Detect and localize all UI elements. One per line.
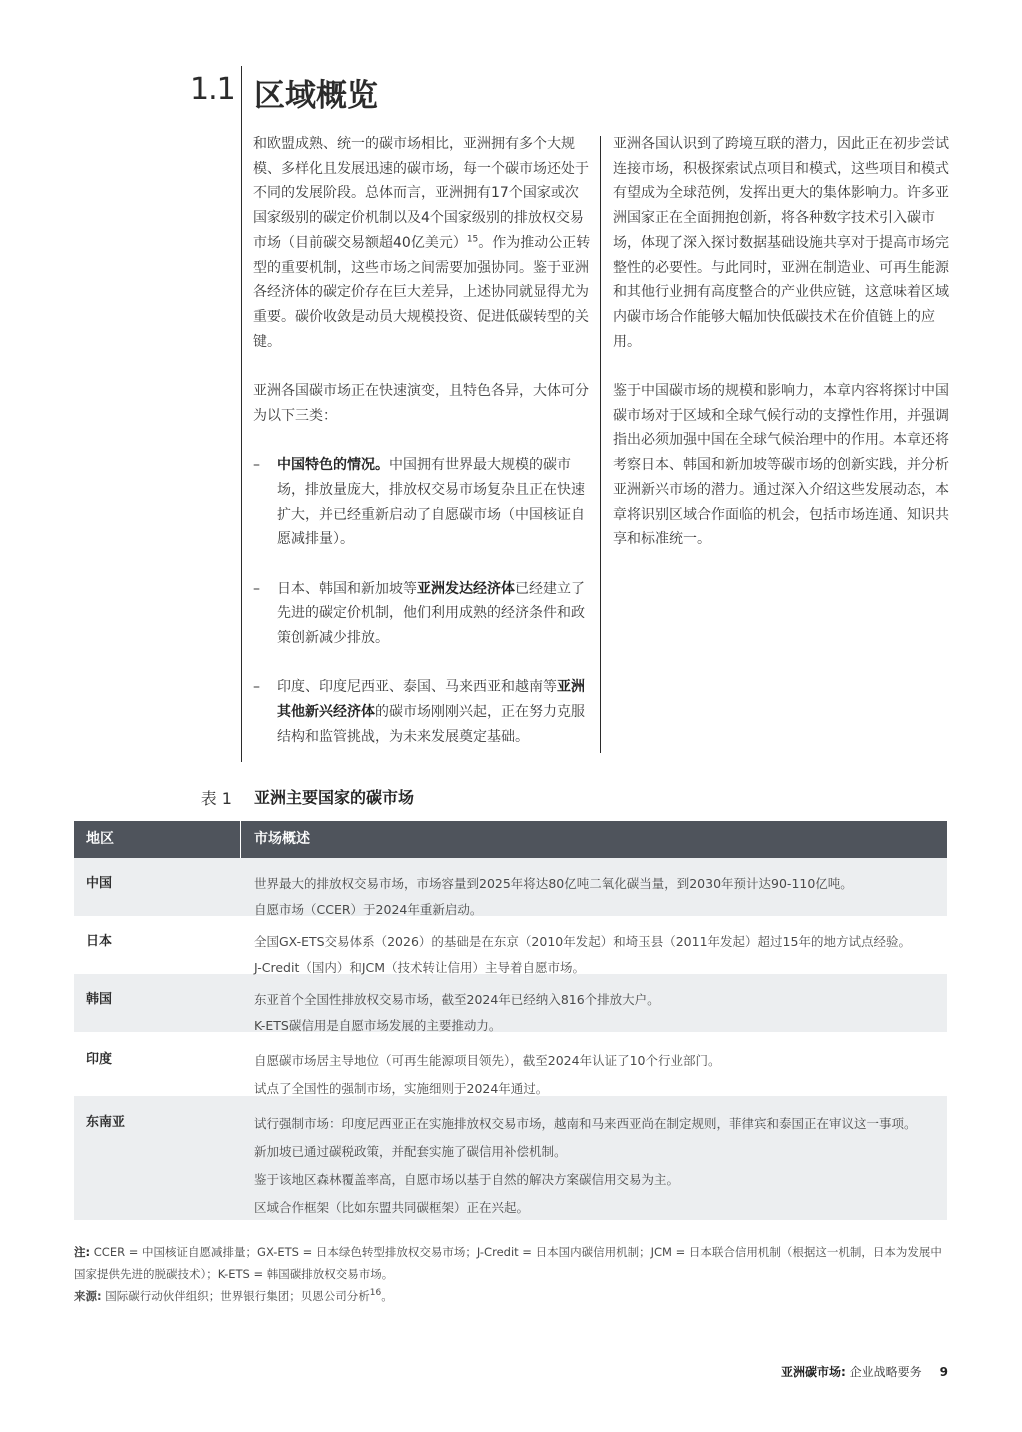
table-title: 亚洲主要国家的碳市场 <box>254 788 415 807</box>
bullet-text: 中国拥有世界最大规模的碳市场，排放量庞大，排放权交易市场复杂且正在快速扩大，并已经重新启动了自愿碳市场（中国核证自愿减排量）。 <box>277 457 585 548</box>
right-paragraph-2: 鉴于中国碳市场的规模和影响力，本章内容将探讨中国碳市场对于区域和全球气候行动的支撑性作用，并强调指出必须加强中国在全球气候治理中的作用。本章还将考察日本、韩国和新加坡等碳市场的创新实践，并分析亚洲新兴市场的潜力。通过深入介绍这些发展动态，本章将识别区域合作面临的机会，包括市场连通、知识共享和标准统一。 <box>613 383 949 548</box>
row-region: 印度 <box>86 1052 113 1067</box>
table-row <box>74 974 947 1032</box>
table-header <box>74 821 947 858</box>
bullet-emphasis: 亚洲发达经济体 <box>417 580 515 597</box>
table-row <box>74 858 947 916</box>
bullet-text: 日本、韩国和新加坡等 <box>277 580 417 597</box>
page-number: 9 <box>939 1365 948 1379</box>
header-region: 地区 <box>86 831 114 847</box>
page-footer <box>600 1363 948 1380</box>
bullet-item-developed <box>253 577 591 651</box>
row-line: 试行强制市场：印度尼西亚正在实施排放权交易市场，越南和马来西亚尚在制定规则，菲律宾和泰国正在审议这一事项。 <box>254 1116 917 1131</box>
row-line: 新加坡已通过碳税政策，并配套实施了碳信用补偿机制。 <box>254 1144 567 1159</box>
row-line: K-ETS碳信用是自愿市场发展的主要推动力。 <box>254 1018 502 1033</box>
row-line: 全国GX-ETS交易体系（2026）的基础是在东京（2010年发起）和埼玉县（2011年发起）超过15年的地方试点经验。 <box>254 934 911 949</box>
note-label: 注: <box>74 1245 91 1259</box>
left-paragraph-1-tail: 。作为推动公正转型的重要机制，这些市场之间需要加强协同。鉴于亚洲各经济体的碳定价存在巨大差异，上述协同就显得尤为重要。碳价收敛是动员大规模投资、促进低碳转型的关键。 <box>253 234 591 350</box>
row-region: 中国 <box>86 876 113 891</box>
table-row <box>74 916 947 974</box>
left-paragraph-2: 亚洲各国碳市场正在快速演变，且特色各异，大体可分为以下三类： <box>253 383 589 424</box>
row-line: 试点了全国性的强制市场，实施细则于2024年通过。 <box>254 1081 549 1096</box>
table-source <box>74 1286 950 1306</box>
bullet-text: 印度、印度尼西亚、泰国、马来西亚和越南等 <box>277 679 557 696</box>
bullet-text: 的碳市场刚刚兴起，正在努力克服结构和监管挑战，为未来发展奠定基础。 <box>277 704 585 745</box>
note-text: CCER = 中国核证自愿减排量；GX-ETS = 日本绿色转型排放权交易市场；J-Credit = 日本国内碳信用机制；JCM = 日本联合信用机制（根据这一机制，日本为发展中国家提供先进的脱碳技术）；K-ETS = 韩国碳排放权交易市场。 <box>74 1245 942 1281</box>
source-label: 来源: <box>74 1289 102 1303</box>
left-paragraph-1-text: 和欧盟成熟、统一的碳市场相比，亚洲拥有多个大规模、多样化且发展迅速的碳市场，每一个碳市场还处于不同的发展阶段。总体而言，亚洲拥有17个国家或次国家级别的碳定价机制以及4个国家级别的排放权交易市场（目前碳交易额超40亿美元） <box>253 136 589 251</box>
section-title: 区域概览 <box>254 78 378 114</box>
row-line: 自愿碳市场居主导地位（可再生能源项目领先），截至2024年认证了10个行业部门。 <box>254 1053 721 1068</box>
table-row <box>74 1096 947 1220</box>
row-region: 韩国 <box>86 992 113 1007</box>
right-column <box>613 132 949 552</box>
bullet-dash: – <box>253 580 260 597</box>
bullet-item-emerging <box>253 675 591 749</box>
bullet-item-china <box>253 453 591 552</box>
left-column <box>253 132 591 750</box>
table-row <box>74 1032 947 1096</box>
bullet-emphasis: 中国特色的情况。 <box>277 457 389 474</box>
bullet-text: 已经建立了先进的碳定价机制，他们利用成熟的经济条件和政策创新减少排放。 <box>277 580 585 647</box>
footnote-ref-16: 16 <box>369 1288 382 1299</box>
section-divider <box>241 66 242 762</box>
footnote-ref-15: 15 <box>466 234 479 245</box>
row-line: 世界最大的排放权交易市场，市场容量到2025年将达80亿吨二氧化碳当量，到2030年预计达90-110亿吨。 <box>254 876 853 891</box>
row-line: 东亚首个全国性排放权交易市场，截至2024年已经纳入816个排放大户。 <box>254 992 660 1007</box>
row-region: 东南亚 <box>86 1115 126 1130</box>
source-tail: 。 <box>381 1289 393 1303</box>
source-text: 国际碳行动伙伴组织；世界银行集团；贝恩公司分析 <box>101 1289 370 1303</box>
row-line: 鉴于该地区森林覆盖率高，自愿市场以基于自然的解决方案碳信用交易为主。 <box>254 1172 680 1187</box>
row-line: 自愿市场（CCER）于2024年重新启动。 <box>254 902 483 917</box>
bullet-dash: – <box>253 457 260 474</box>
section-number: 1.1 <box>190 72 235 107</box>
bullet-dash: – <box>253 679 260 696</box>
table-note <box>74 1241 950 1285</box>
table-label: 表 1 <box>200 789 232 808</box>
bullet-emphasis: 亚洲其他新兴经济体 <box>277 679 585 721</box>
row-line: J-Credit（国内）和JCM（技术转让信用）主导着自愿市场。 <box>254 960 586 975</box>
header-overview: 市场概述 <box>254 831 310 847</box>
footer-subtitle: 企业战略要务 <box>845 1365 922 1379</box>
left-paragraph-1 <box>253 132 591 354</box>
column-divider <box>600 136 601 753</box>
row-line: 区域合作框架（比如东盟共同碳框架）正在兴起。 <box>254 1200 530 1215</box>
footer-publication: 亚洲碳市场: <box>781 1365 846 1379</box>
right-paragraph-1: 亚洲各国认识到了跨境互联的潜力，因此正在初步尝试连接市场，积极探索试点项目和模式，这些项目和模式有望成为全球范例，发挥出更大的集体影响力。许多亚洲国家正在全面拥抱创新，将各种数字技术引入碳市场，体现了深入探讨数据基础设施共享对于提高市场完整性的必要性。与此同时，亚洲在制造业、可再生能源和其他行业拥有高度整合的产业供应链，这意味着区域内碳市场合作能够大幅加快低碳技术在价值链上的应用。 <box>613 136 949 350</box>
row-region: 日本 <box>86 934 113 949</box>
carbon-market-table <box>74 821 947 1220</box>
